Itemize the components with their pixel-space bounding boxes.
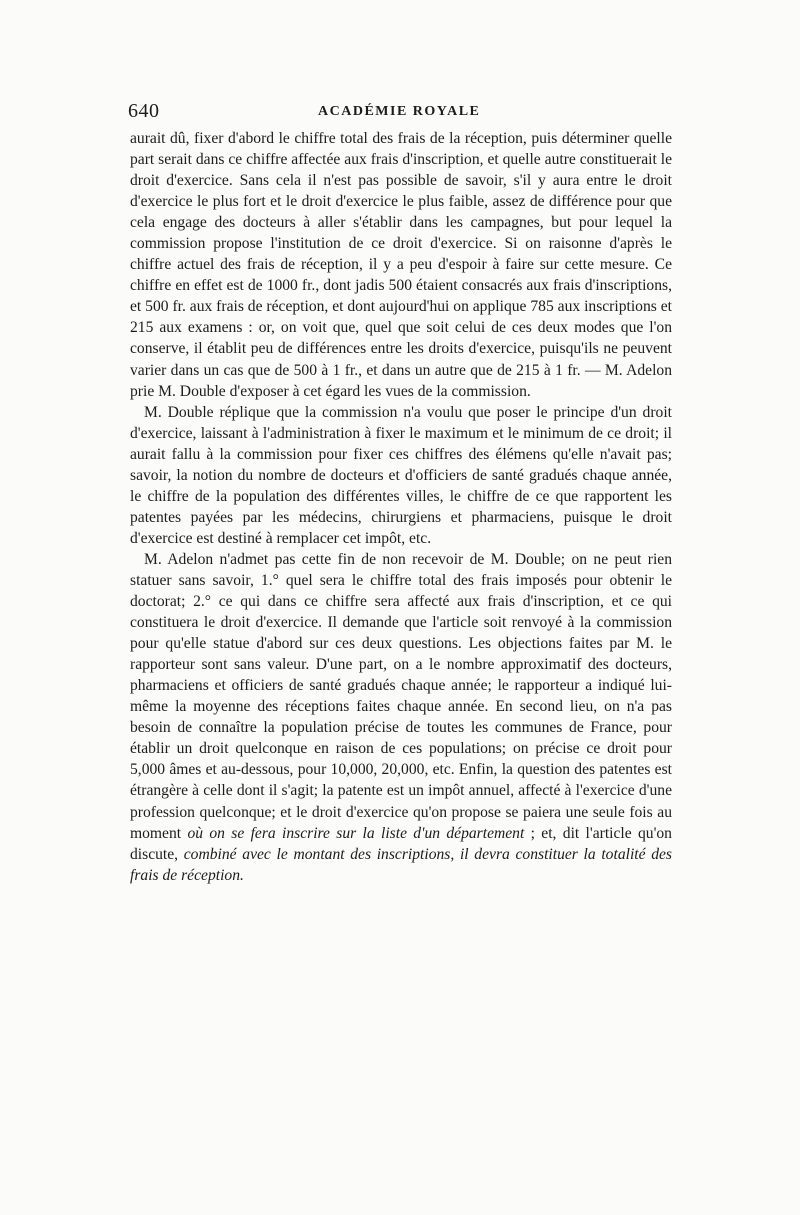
paragraph-1-text: aurait dû, fixer d'abord le chiffre total des frais de la réception, puis déterminer quelle part serait dans ce chiffre affectée aux frais d'inscription, et quelle autre constituerait le droit d'exercice. Sans cela il n'est pas possible de savoir, s'il y aura entre le droit d'exercice le plus fort et le droit d'exercice le plus faible, assez de différence pour que cela engage des docteurs à aller s'établir dans les campagnes, but pour lequel la commission propose l'institution de ce droit d'exercice. Si on raisonne d'après le chiffre actuel des frais de réception, il y a peu d'espoir à faire sur cette mesure. Ce chiffre en effet est de 1000 fr., dont jadis 500 étaient consacrés aux frais d'inscriptions, et 500 fr. aux frais de réception, et dont aujourd'hui on applique 785 aux inscriptions et 215 aux examens : or, on voit que, quel que soit celui de ces deux modes que l'on conserve, il établit peu de différences entre les droits d'exercice, puisqu'ils ne peuvent varier dans un cas que de 500 à 1 fr., et dans un autre que de 215 à 1 fr. — M. Adelon prie M. Double d'exposer à cet égard les vues de la commission. bbox=[130, 130, 672, 400]
paragraph-2 bbox=[130, 402, 672, 549]
paragraph-2-text: M. Double réplique que la commission n'a voulu que poser le principe d'un droit d'exercice, laissant à l'administration à fixer le maximum et le minimum de ce droit; il aurait fallu à la commission pour fixer ces chiffres des élémens qu'elle n'avait pas; savoir, la notion du nombre de docteurs et d'officiers de santé gradués chaque année, le chiffre de la population des différentes villes, le chiffre de ce que rapportent les patentes payées par les médecins, chirurgiens et pharmaciens, puisque le droit d'exercice est destiné à remplacer cet impôt, etc. bbox=[130, 403, 672, 547]
page-number: 640 bbox=[128, 100, 160, 122]
paragraph-1 bbox=[130, 128, 672, 402]
running-head bbox=[128, 100, 688, 124]
paragraph-3-roman-phrase: ; et, dit l'article qu'on discute, bbox=[130, 824, 672, 863]
paragraph-3-italic-phrase: où on se fera inscrire sur la liste d'un département bbox=[187, 824, 525, 842]
paragraph-3-text: M. Adelon n'admet pas cette fin de non recevoir de M. Double; on ne peut rien statuer sans savoir, 1.° quel sera le chiffre total des frais imposés pour obtenir le doctorat; 2.° ce qui dans ce chiffre sera affecté aux frais d'inscription, et ce qui constituera le droit d'exercice. Il demande que l'article soit renvoyé à la commission pour qu'elle statue d'abord sur ces deux questions. Les objections faites par M. le rapporteur sont sans valeur. D'une part, on a le nombre approximatif des docteurs, pharmaciens et officiers de santé gradués chaque année; le rapporteur a indiqué lui-même la moyenne des réceptions faites chaque année. En second lieu, on n'a pas besoin de connaître la population précise de toutes les communes de France, pour établir un droit quelconque en raison de ces populations; on précise ce droit pour 5,000 âmes et au-dessous, pour 10,000, 20,000, etc. Enfin, la question des patentes est étrangère à celle dont il s'agit; la patente est un impôt annuel, affecté à l'exercice d'une profession quelconque; et le droit d'exercice qu'on propose se paiera une seule fois au moment bbox=[130, 550, 672, 842]
running-title: ACADÉMIE ROYALE bbox=[318, 104, 481, 119]
body-text bbox=[130, 128, 672, 886]
paragraph-3-italic-end: combiné avec le montant des inscriptions, il devra constituer la totalité des frais de réception. bbox=[130, 845, 672, 884]
paragraph-3 bbox=[130, 549, 672, 886]
